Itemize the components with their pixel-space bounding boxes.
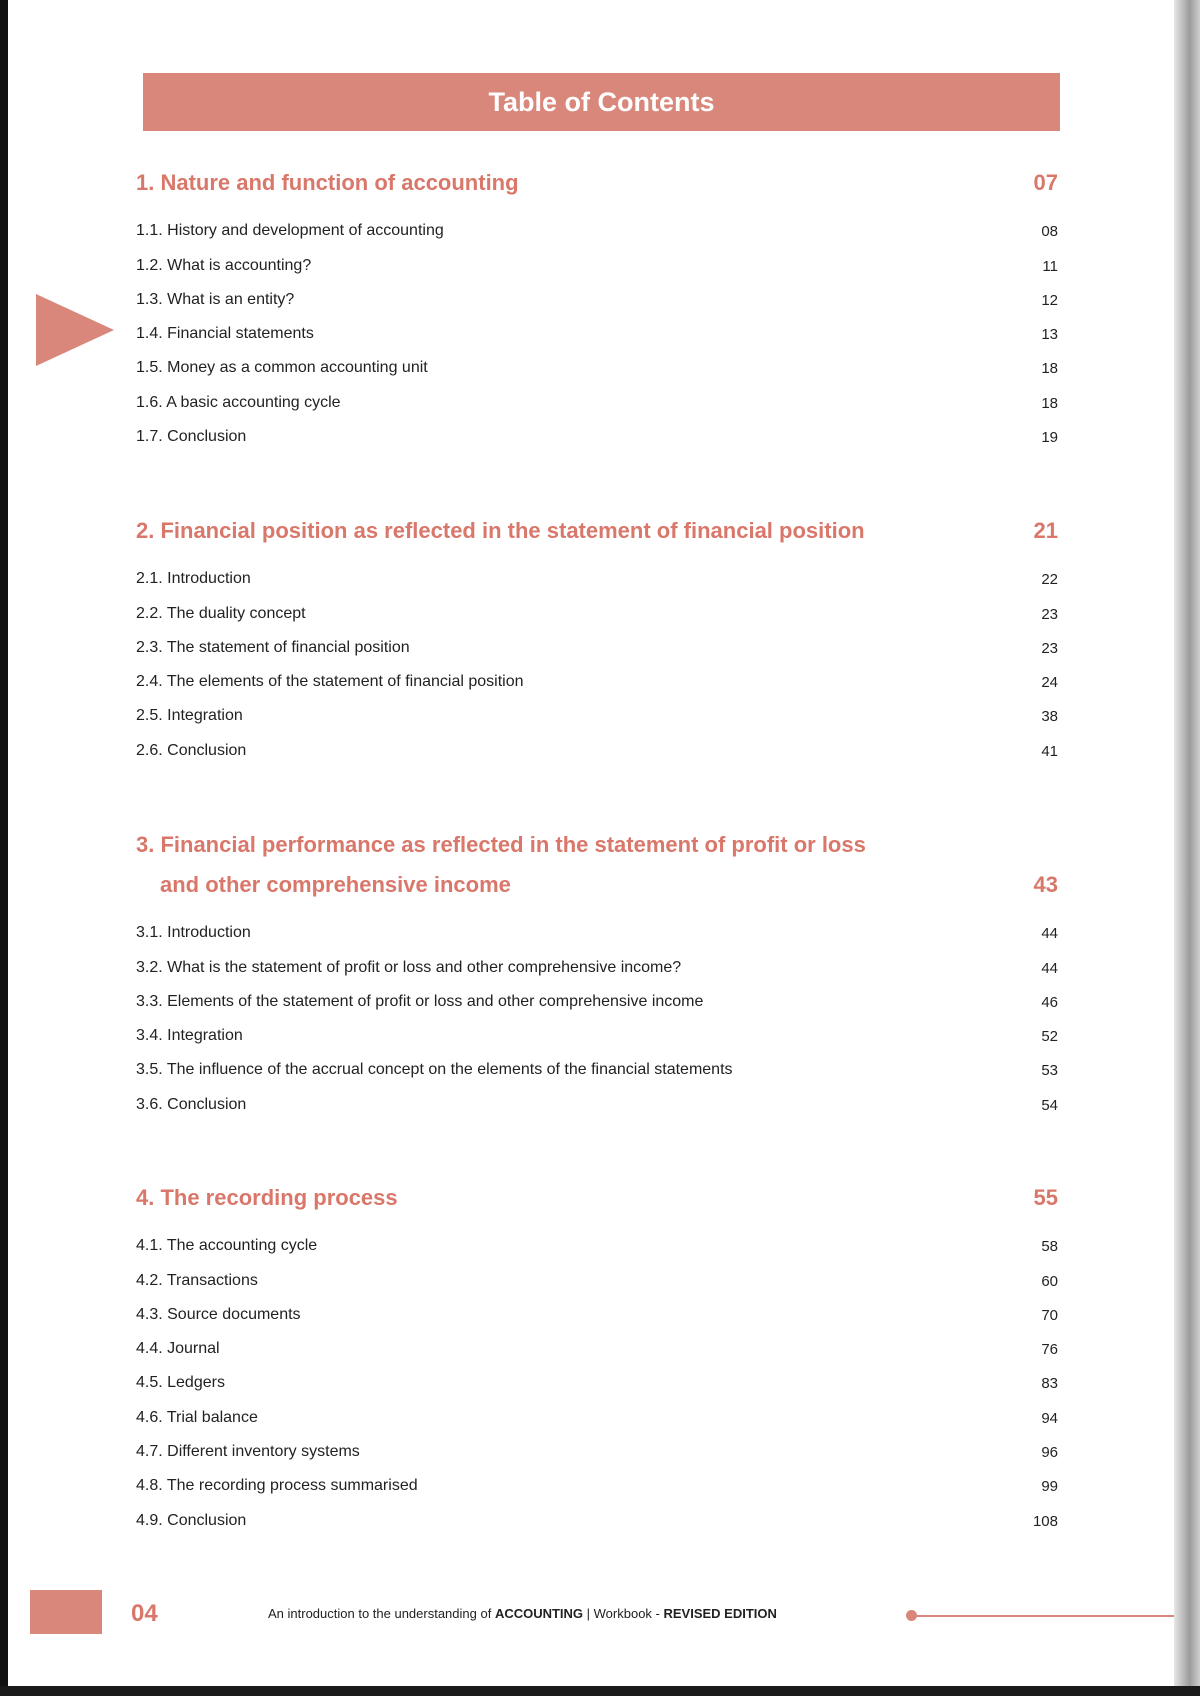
entry-label: 2.2. The duality concept — [136, 604, 306, 622]
entry-label: 2.5. Integration — [136, 707, 243, 725]
chapter-title: 4. The recording process — [136, 1185, 398, 1210]
toc-entry[interactable] — [130, 588, 1058, 622]
chapter-heading[interactable] — [130, 832, 1058, 898]
scan-edge-right — [1174, 0, 1200, 1696]
entry-page: 22 — [1041, 571, 1058, 589]
chapter-1 — [130, 170, 1058, 446]
chapter-page: 07 — [1033, 170, 1058, 195]
toc-entry[interactable] — [130, 309, 1058, 343]
entry-label: 1.6. A basic accounting cycle — [136, 393, 341, 411]
toc-entry[interactable] — [130, 942, 1058, 976]
entry-page: 53 — [1041, 1062, 1058, 1080]
entry-page: 44 — [1041, 959, 1058, 977]
entry-label: 4.3. Source documents — [136, 1305, 301, 1323]
entry-page: 70 — [1041, 1306, 1058, 1324]
entry-label: 1.2. What is accounting? — [136, 256, 312, 274]
entry-label: 4.8. The recording process summarised — [136, 1477, 418, 1495]
entry-page: 23 — [1041, 639, 1058, 657]
chapter-heading[interactable] — [130, 170, 1058, 196]
entry-label: 4.6. Trial balance — [136, 1408, 258, 1426]
footer-accent-block — [30, 1590, 102, 1634]
toc-entry[interactable] — [130, 1011, 1058, 1045]
entry-page: 18 — [1041, 360, 1058, 378]
entry-label: 4.1. The accounting cycle — [136, 1237, 318, 1255]
toc-title: Table of Contents — [488, 86, 715, 117]
chapter-page: 21 — [1033, 518, 1058, 543]
entry-label: 3.5. The influence of the accrual concept on the elements of the financial statements — [136, 1061, 733, 1079]
entry-page: 08 — [1041, 223, 1058, 241]
footer-running-title — [268, 1606, 777, 1621]
entry-label: 3.6. Conclusion — [136, 1095, 247, 1113]
entry-label: 3.3. Elements of the statement of profit or loss and other comprehensive income — [136, 992, 704, 1010]
entry-page: 12 — [1041, 291, 1058, 309]
toc-entry[interactable] — [130, 1221, 1058, 1255]
toc-entry[interactable] — [130, 1079, 1058, 1113]
entry-page: 96 — [1041, 1444, 1058, 1462]
toc-entry[interactable] — [130, 1427, 1058, 1461]
entry-page: 41 — [1041, 742, 1058, 760]
chapter-title: 2. Financial position as reflected in the statement of financial position — [136, 518, 865, 543]
entry-page: 94 — [1041, 1409, 1058, 1427]
toc-entry[interactable] — [130, 623, 1058, 657]
footer-rule-dot — [906, 1610, 917, 1621]
chapter-entries — [130, 554, 1058, 760]
entry-label: 1.3. What is an entity? — [136, 290, 295, 308]
footer-text-middle: | Workbook - — [583, 1606, 664, 1621]
entry-page: 44 — [1041, 925, 1058, 943]
toc-entry[interactable] — [130, 1358, 1058, 1392]
entry-label: 1.4. Financial statements — [136, 325, 314, 343]
entry-label: 1.7. Conclusion — [136, 428, 247, 446]
scan-edge-left — [0, 0, 8, 1696]
entry-label: 2.6. Conclusion — [136, 741, 247, 759]
footer-page-number: 04 — [131, 1600, 158, 1627]
toc-entry[interactable] — [130, 1495, 1058, 1529]
entry-page: 99 — [1041, 1478, 1058, 1496]
toc-entry[interactable] — [130, 1255, 1058, 1289]
entry-page: 19 — [1041, 429, 1058, 447]
toc-entry[interactable] — [130, 977, 1058, 1011]
chapter-4 — [130, 1185, 1058, 1530]
toc-entry[interactable] — [130, 412, 1058, 446]
chapter-entries — [130, 908, 1058, 1114]
footer-rule-line — [912, 1615, 1174, 1617]
chapter-title: 1. Nature and function of accounting — [136, 170, 519, 195]
chapter-entries — [130, 206, 1058, 446]
footer-text-edition: REVISED EDITION — [663, 1606, 777, 1621]
chapter-page: 55 — [1033, 1185, 1058, 1210]
toc-entry[interactable] — [130, 554, 1058, 588]
chapter-entries — [130, 1221, 1058, 1530]
entry-page: 11 — [1042, 257, 1058, 275]
toc-entry[interactable] — [130, 275, 1058, 309]
toc-entry[interactable] — [130, 1324, 1058, 1358]
entry-label: 4.2. Transactions — [136, 1271, 258, 1289]
toc-entry[interactable] — [130, 657, 1058, 691]
entry-label: 4.7. Different inventory systems — [136, 1443, 360, 1461]
entry-page: 13 — [1041, 326, 1058, 344]
entry-page: 60 — [1041, 1272, 1058, 1290]
toc-entry[interactable] — [130, 908, 1058, 942]
scan-edge-bottom — [0, 1686, 1200, 1696]
entry-page: 18 — [1041, 394, 1058, 412]
entry-label: 4.9. Conclusion — [136, 1511, 247, 1529]
entry-page: 52 — [1041, 1028, 1058, 1046]
chapter-3 — [130, 832, 1058, 1114]
entry-page: 58 — [1041, 1238, 1058, 1256]
entry-page: 38 — [1041, 708, 1058, 726]
side-marker-triangle — [36, 294, 114, 366]
entry-page: 108 — [1032, 1512, 1058, 1530]
toc-entry[interactable] — [130, 343, 1058, 377]
chapter-title-line1: 3. Financial performance as reflected in the statement of profit or loss — [136, 832, 866, 857]
toc-title-banner — [143, 73, 1060, 131]
entry-label: 1.5. Money as a common accounting unit — [136, 359, 428, 377]
toc-entry[interactable] — [130, 725, 1058, 759]
toc-entry[interactable] — [130, 377, 1058, 411]
entry-label: 2.3. The statement of financial position — [136, 638, 410, 656]
toc-entry[interactable] — [130, 691, 1058, 725]
footer-text-bold: ACCOUNTING — [494, 1606, 584, 1621]
chapter-2 — [130, 518, 1058, 760]
entry-page: 23 — [1041, 605, 1058, 623]
chapter-title — [130, 832, 998, 898]
chapter-heading[interactable] — [130, 1185, 1058, 1211]
entry-page: 24 — [1041, 674, 1058, 692]
entry-label: 2.4. The elements of the statement of financial position — [136, 673, 524, 691]
chapter-heading[interactable] — [130, 518, 1058, 544]
chapter-page: 43 — [1033, 872, 1058, 897]
toc-entry[interactable] — [130, 206, 1058, 240]
entry-label: 3.2. What is the statement of profit or loss and other comprehensive income? — [136, 958, 682, 976]
entry-page: 76 — [1041, 1341, 1058, 1359]
toc-entry[interactable] — [130, 1461, 1058, 1495]
entry-page: 46 — [1041, 993, 1058, 1011]
entry-page: 83 — [1041, 1375, 1058, 1393]
entry-label: 4.4. Journal — [136, 1340, 220, 1358]
entry-page: 54 — [1041, 1096, 1058, 1114]
entry-label: 3.4. Integration — [136, 1027, 243, 1045]
chapter-title-line2: and other comprehensive income — [160, 872, 511, 897]
toc-entry[interactable] — [130, 1290, 1058, 1324]
entry-label: 3.1. Introduction — [136, 924, 251, 942]
toc-entry[interactable] — [130, 240, 1058, 274]
entry-label: 2.1. Introduction — [136, 570, 251, 588]
toc-entry[interactable] — [130, 1392, 1058, 1426]
toc-entry[interactable] — [130, 1045, 1058, 1079]
entry-label: 1.1. History and development of accounting — [136, 222, 444, 240]
entry-label: 4.5. Ledgers — [136, 1374, 225, 1392]
footer-text-prefix: An introduction to the understanding of — [268, 1606, 495, 1621]
